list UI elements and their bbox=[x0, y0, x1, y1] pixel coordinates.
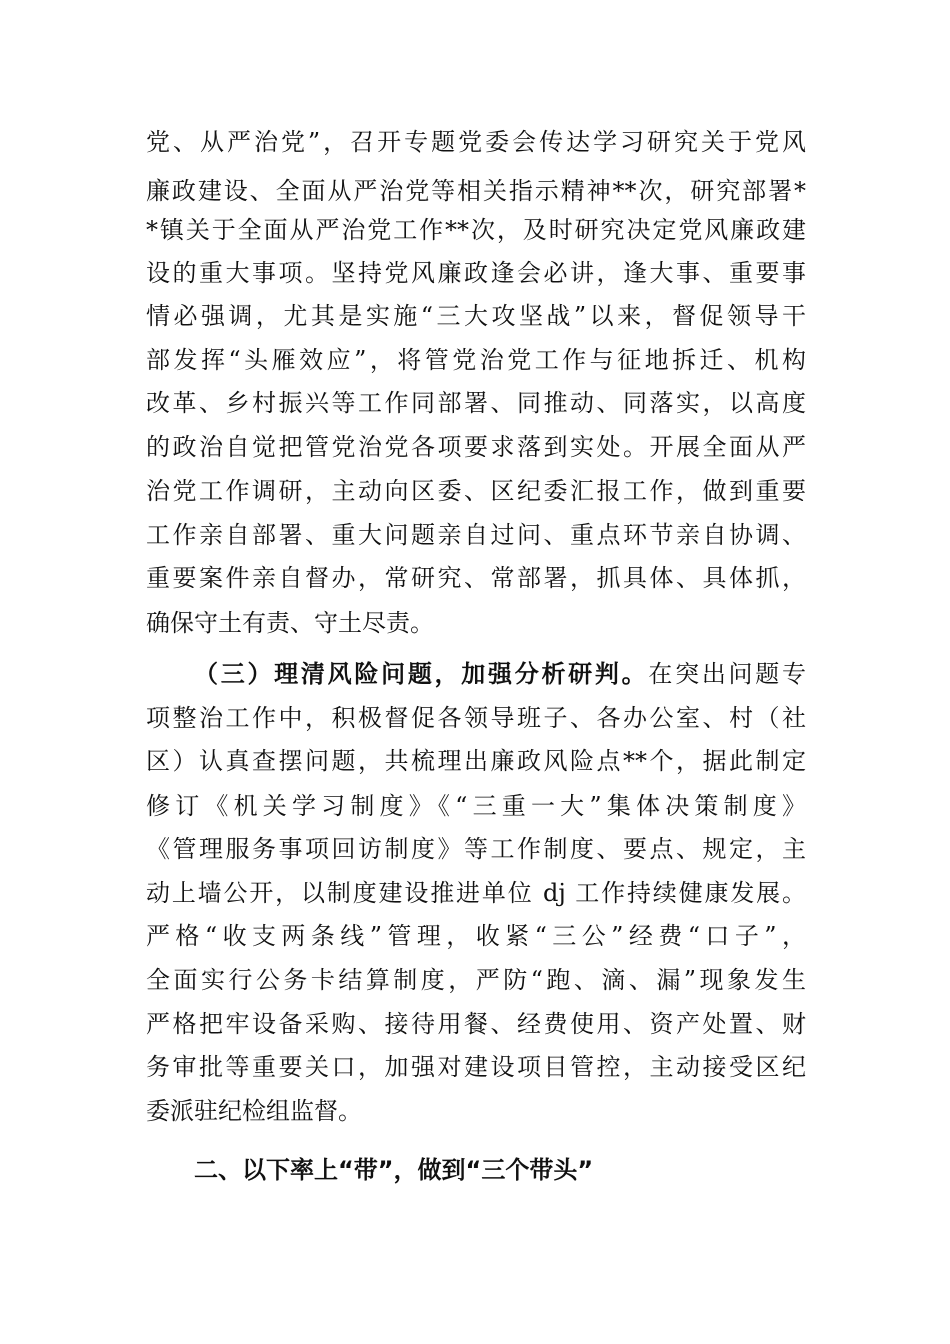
paragraph-line: 项整治工作中，积极督促各领导班子、各办公室、村（社 bbox=[146, 704, 806, 732]
paragraph-line: 党、从严治党”，召开专题党委会传达学习研究关于党风 bbox=[146, 128, 806, 156]
paragraph-line: 改革、乡村振兴等工作同部署、同推动、同落实，以高度 bbox=[146, 389, 806, 417]
paragraph-line: 修订《机关学习制度》《“三重一大”集体决策制度》 bbox=[146, 792, 806, 820]
paragraph-line: 的政治自觉把管党治党各项要求落到实处。开展全面从严 bbox=[146, 433, 806, 461]
paragraph-line: *镇关于全面从严治党工作**次，及时研究决定党风廉政建 bbox=[146, 216, 806, 244]
paragraph-line: 确保守土有责、守土尽责。 bbox=[146, 609, 434, 637]
paragraph-line: 严格把牢设备采购、接待用餐、经费使用、资产处置、财 bbox=[146, 1010, 806, 1038]
paragraph-line: 务审批等重要关口，加强对建设项目管控，主动接受区纪 bbox=[146, 1053, 806, 1081]
paragraph-first-line bbox=[194, 654, 806, 694]
paragraph-line: 重要案件亲自督办，常研究、常部署，抓具体、具体抓， bbox=[146, 564, 806, 592]
paragraph-line: 严格“收支两条线”管理，收紧“三公”经费“口子”， bbox=[146, 922, 806, 950]
paragraph-line: 委派驻纪检组监督。 bbox=[146, 1097, 362, 1125]
paragraph-line: 动上墙公开，以制度建设推进单位 dj 工作持续健康发展。 bbox=[146, 879, 806, 907]
paragraph-line: 情必强调，尤其是实施“三大攻坚战”以来，督促领导干 bbox=[146, 302, 806, 330]
paragraph-line: 工作亲自部署、重大问题亲自过问、重点环节亲自协调、 bbox=[146, 521, 806, 549]
paragraph-line: 治党工作调研，主动向区委、区纪委汇报工作，做到重要 bbox=[146, 477, 806, 505]
paragraph-line: 部发挥“头雁效应”，将管党治党工作与征地拆迁、机构 bbox=[146, 346, 806, 374]
section-lead: （三）理清风险问题，加强分析研判。 bbox=[194, 659, 649, 688]
paragraph-line: 设的重大事项。坚持党风廉政逢会必讲，逢大事、重要事 bbox=[146, 259, 806, 287]
section-lead-rest: 在突出问题专 bbox=[648, 660, 807, 688]
paragraph-line: 廉政建设、全面从严治党等相关指示精神**次，研究部署* bbox=[146, 177, 806, 205]
paragraph-line: 全面实行公务卡结算制度，严防“跑、滴、漏”现象发生 bbox=[146, 966, 806, 994]
paragraph-line: 区）认真查摆问题，共梳理出廉政风险点**个，据此制定 bbox=[146, 747, 806, 775]
section-heading: 二、以下率上“带”，做到“三个带头” bbox=[194, 1156, 594, 1184]
paragraph-line: 《管理服务事项回访制度》等工作制度、要点、规定，主 bbox=[146, 835, 806, 863]
